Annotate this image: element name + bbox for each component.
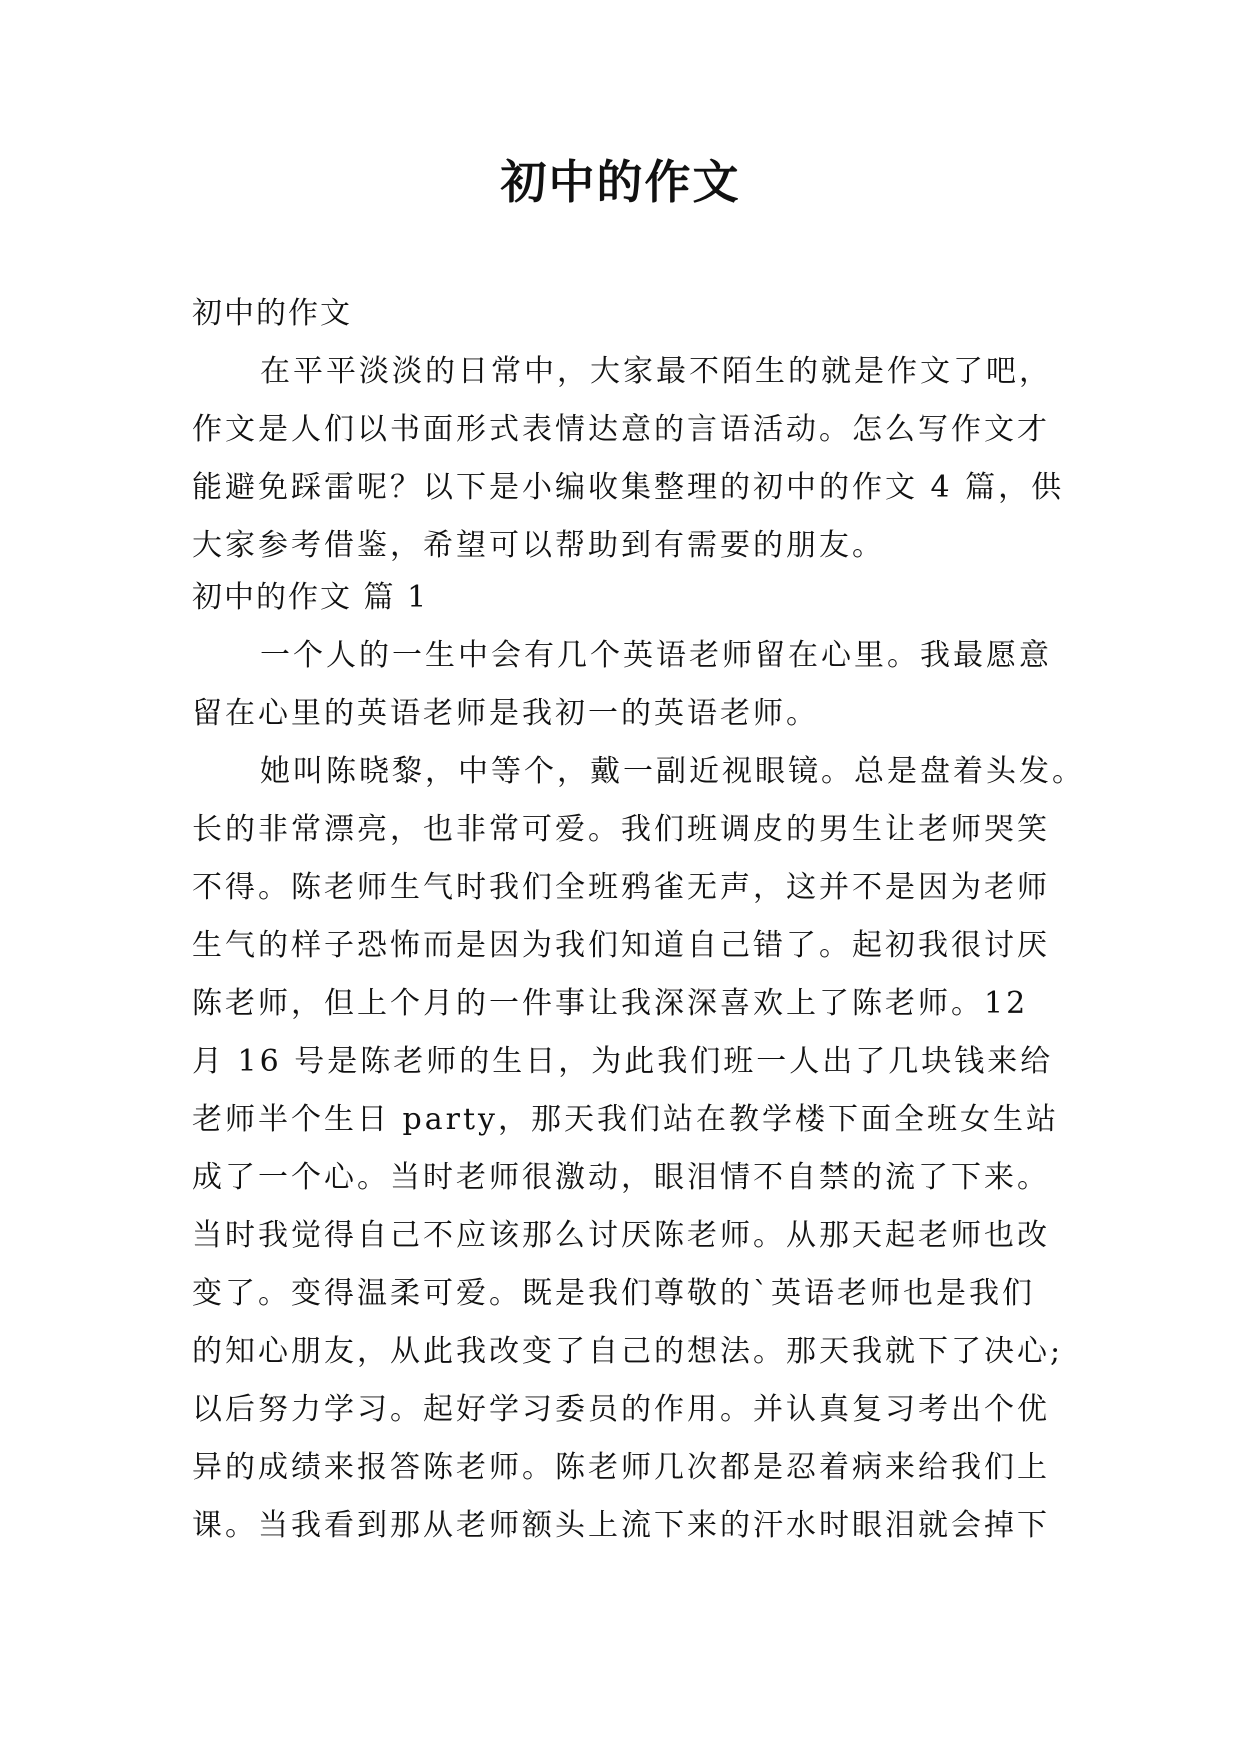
essay-paragraph-line: 不得。陈老师生气时我们全班鸦雀无声，这并不是因为老师: [192, 870, 1050, 905]
essay-paragraph-line: 的知心朋友，从此我改变了自己的想法。那天我就下了决心;: [192, 1334, 1064, 1369]
essay-paragraph-line: 课。当我看到那从老师额头上流下来的汗水时眼泪就会掉下: [192, 1508, 1050, 1543]
essay-paragraph-line: 一个人的一生中会有几个英语老师留在心里。我最愿意: [260, 638, 1052, 673]
intro-paragraph-line: 能避免踩雷呢？以下是小编收集整理的初中的作文 4 篇，供: [192, 470, 1065, 505]
essay-paragraph-line: 以后努力学习。起好学习委员的作用。并认真复习考出个优: [192, 1392, 1050, 1427]
intro-paragraph-line: 在平平淡淡的日常中，大家最不陌生的就是作文了吧，: [260, 354, 1052, 389]
document-title: 初中的作文: [500, 155, 741, 209]
essay-paragraph-line: 老师半个生日 party，那天我们站在教学楼下面全班女生站: [192, 1102, 1059, 1137]
essay-paragraph-line: 变了。变得温柔可爱。既是我们尊敬的`英语老师也是我们: [192, 1276, 1035, 1311]
essay-paragraph-line: 成了一个心。当时老师很激动，眼泪情不自禁的流了下来。: [192, 1160, 1050, 1195]
intro-heading: 初中的作文: [192, 296, 352, 331]
document-body: [192, 288, 1085, 1552]
essay-paragraph-line: 异的成绩来报答陈老师。陈老师几次都是忍着病来给我们上: [192, 1450, 1050, 1485]
essay-paragraph-line: 生气的样子恐怖而是因为我们知道自己错了。起初我很讨厌: [192, 928, 1050, 963]
essay-paragraph-line: 当时我觉得自己不应该那么讨厌陈老师。从那天起老师也改: [192, 1218, 1050, 1253]
essay-paragraph-line: 她叫陈晓黎，中等个，戴一副近视眼镜。总是盘着头发。: [260, 754, 1085, 789]
intro-paragraph-line: 大家参考借鉴，希望可以帮助到有需要的朋友。: [192, 528, 885, 563]
intro-paragraph-line: 作文是人们以书面形式表情达意的言语活动。怎么写作文才: [192, 412, 1050, 447]
essay-paragraph-line: 长的非常漂亮，也非常可爱。我们班调皮的男生让老师哭笑: [192, 812, 1050, 847]
essay-paragraph-line: 月 16 号是陈老师的生日，为此我们班一人出了几块钱来给: [192, 1044, 1054, 1079]
section-heading: 初中的作文 篇 1: [192, 580, 429, 615]
essay-paragraph-line: 陈老师，但上个月的一件事让我深深喜欢上了陈老师。12: [192, 986, 1029, 1021]
essay-paragraph-line: 留在心里的英语老师是我初一的英语老师。: [192, 696, 819, 731]
